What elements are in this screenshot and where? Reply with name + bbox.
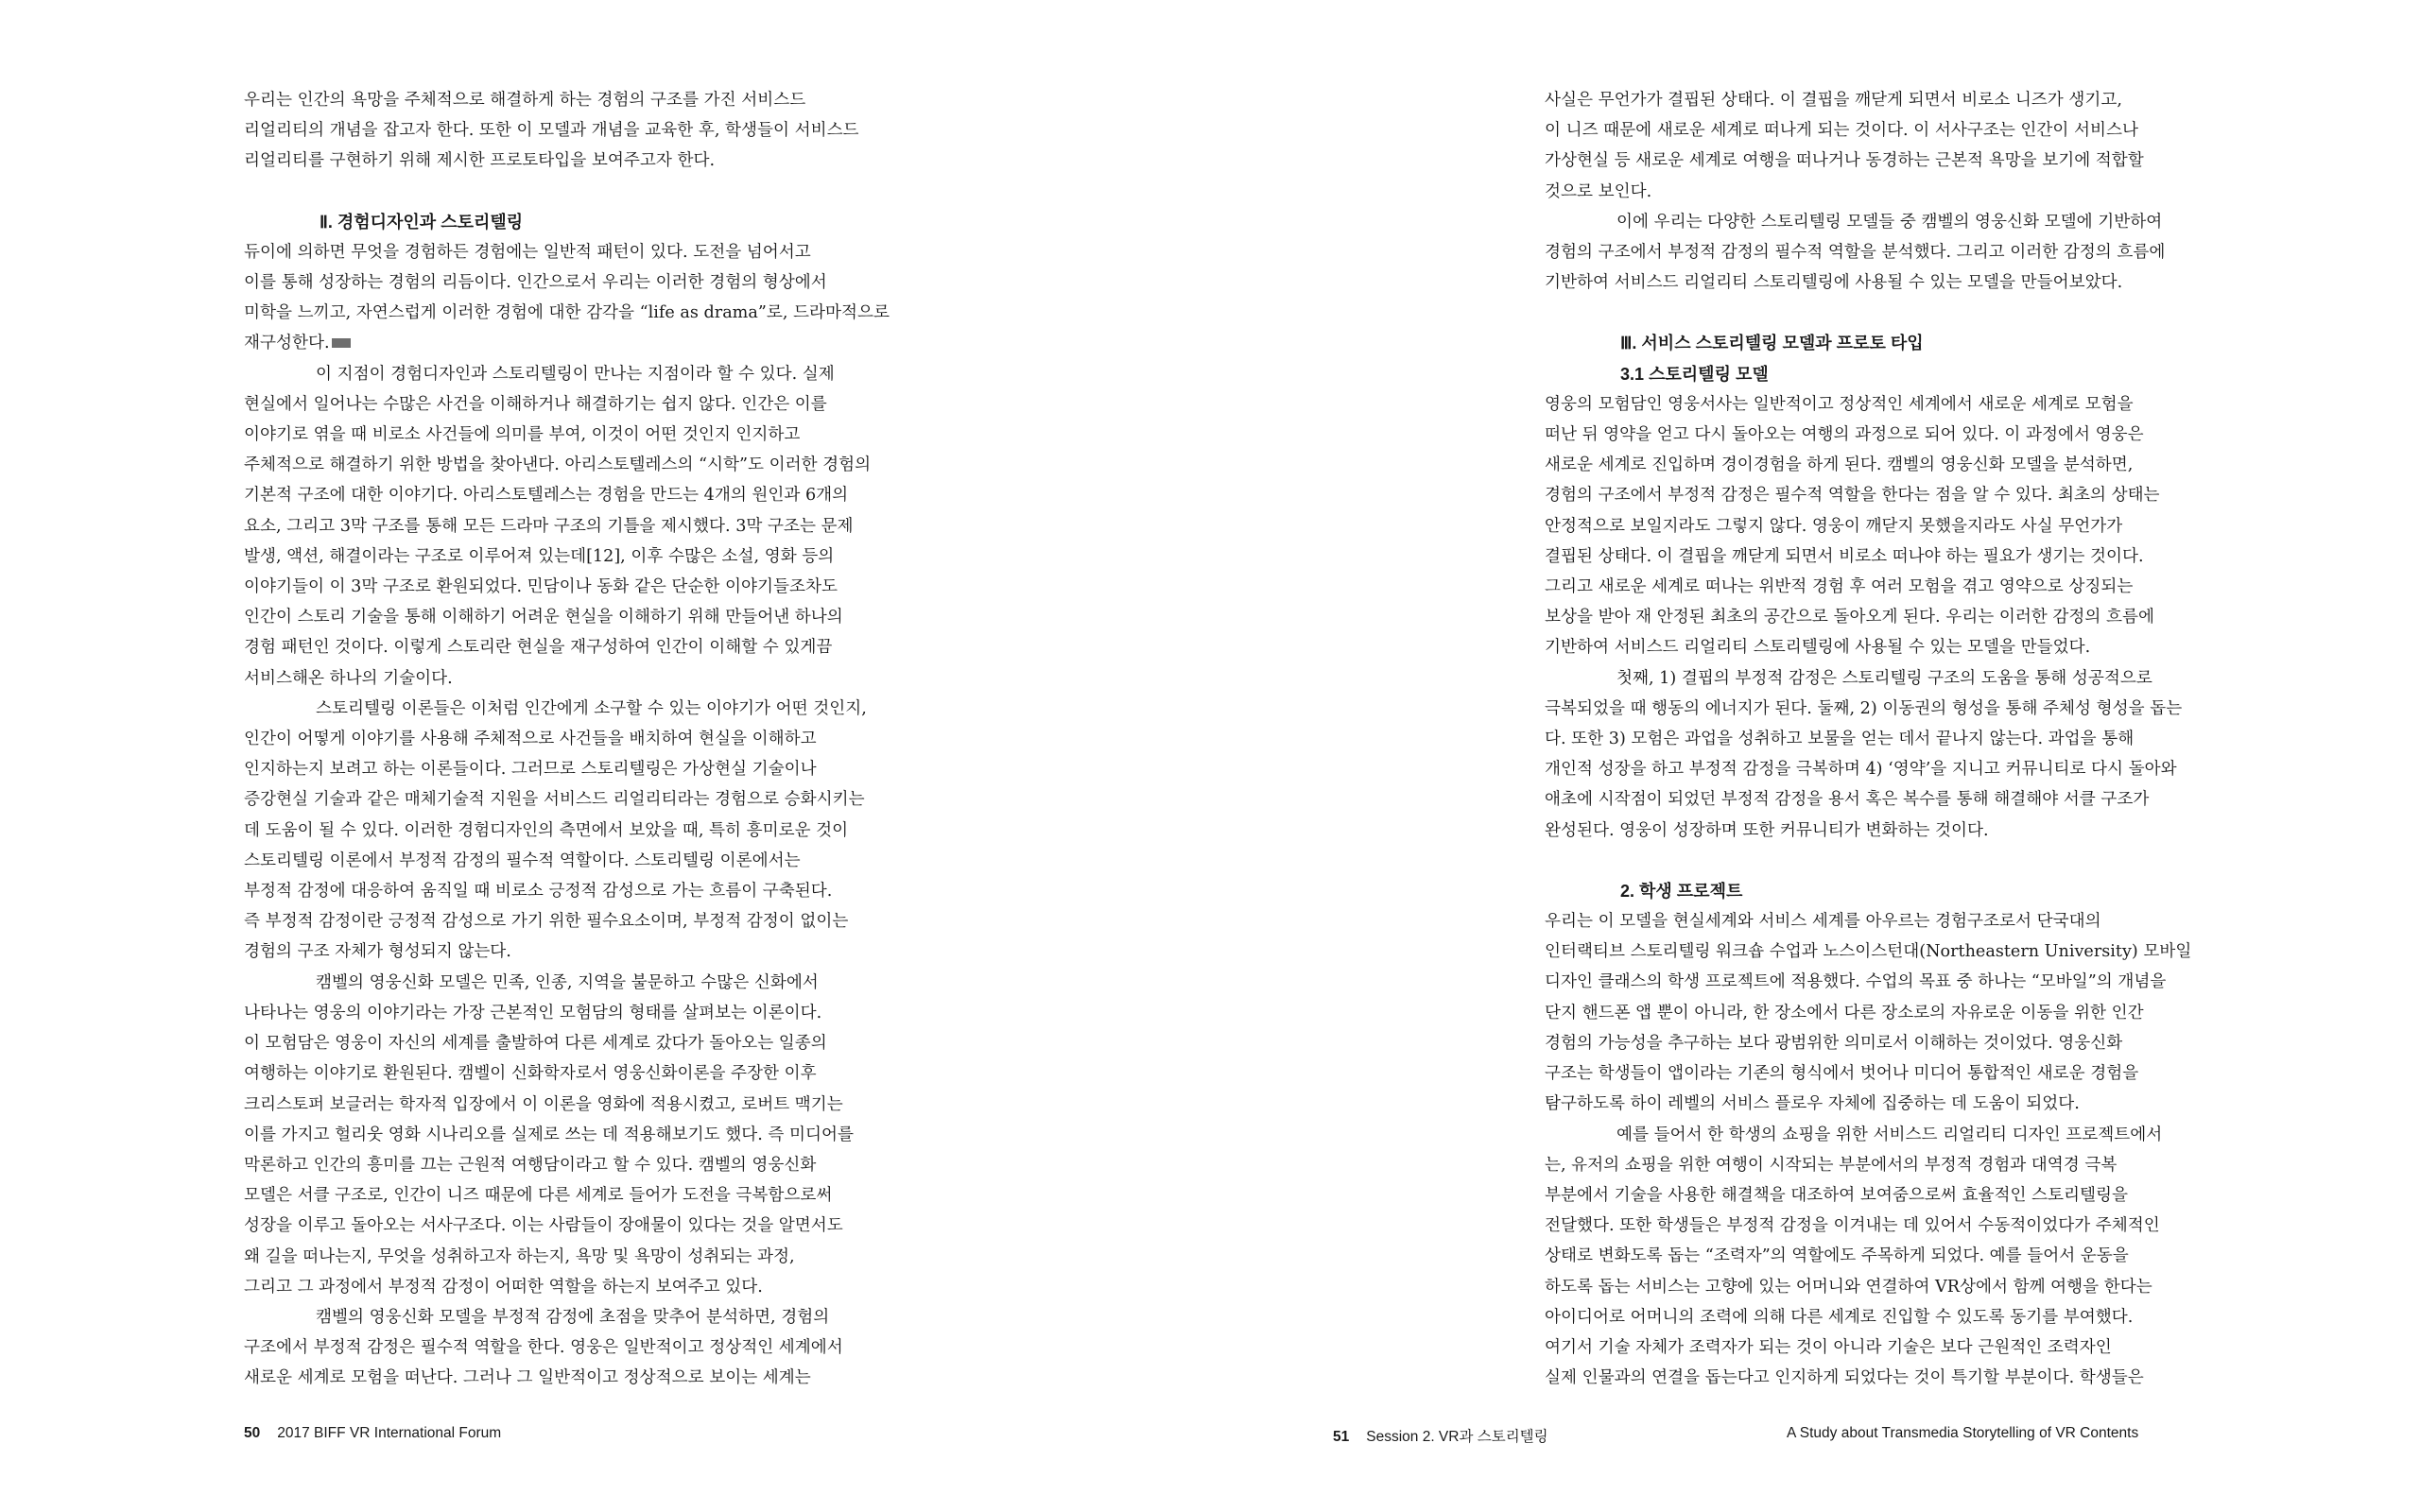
paragraph: 듀이에 의하면 무엇을 경험하든 경험에는 일반적 패턴이 있다. 도전을 넘어서고 이를 통해 성장하는 경험의 리듬이다. 인간으로서 우리는 이러한 경험의 형상에서 미학을 느끼고, 자연스럽게 이러한 경험에 대한 감각을 “life as drama”로, 드라마적으로 재구성한다. xyxy=(244,242,890,353)
left-page-footer xyxy=(244,1425,501,1442)
paragraph: 이 지점이 경험디자인과 스토리텔링이 만나는 지점이라 할 수 있다. 실제 현실에서 일어나는 수많은 사건을 이해하거나 해결하기는 쉽지 않다. 인간은 이를 이야기로 엮을 때 비로소 사건들에 의미를 부여, 이것이 어떤 것인지 인지하고 주체적으로 해결하기 위한 방법을 찾아낸다. 아리스토텔레스의 “시학”도 이러한 경험의 기본적 구조에 대한 이야기다. 아리스토텔레스는 경험을 만드는 4개의 원인과 6개의 요소, 그리고 3막 구조를 통해 모든 드라마 구조의 기틀을 제시했다. 3막 구조는 문제 발생, 액션, 해결이라는 구조로 이루어져 있는데[12], 이후 수많은 소설, 영화 등의 이야기들이 이 3막 구조로 환원되었다. 민담이나 동화 같은 단순한 이야기들조차도 인간이 스토리 기술을 통해 이해하기 어려운 현실을 이해하기 위해 만들어낸 하나의 경험 패턴인 것이다. 이렇게 스토리란 현실을 재구성하여 인간이 이해할 수 있게끔 서비스해온 하나의 기술이다. xyxy=(244,364,872,688)
paragraph: 우리는 인간의 욕망을 주체적으로 해결하게 하는 경험의 구조를 가진 서비스드 리얼리티의 개념을 잡고자 한다. 또한 이 모델과 개념을 교육한 후, 학생들이 서비스드 리얼리티를 구현하기 위해 제시한 프로토타입을 보여주고자 한다. xyxy=(244,91,859,171)
paragraph: 사실은 무언가가 결핍된 상태다. 이 결핍을 깨닫게 되면서 비로소 니즈가 생기고, 이 니즈 때문에 새로운 세계로 떠나게 되는 것이다. 이 서사구조는 인간이 서비스나 가상현실 등 새로운 세계로 여행을 떠나거나 동경하는 근본적 욕망을 보기에 적합할 것으로 보인다. xyxy=(1545,91,2144,201)
left-page-body xyxy=(244,85,906,1394)
section-heading: Ⅲ. 서비스 스토리텔링 모델과 프로토 타입 xyxy=(1620,334,1924,353)
section-heading: Ⅱ. 경험디자인과 스토리텔링 xyxy=(320,212,524,232)
footer-title: 2017 BIFF VR International Forum xyxy=(277,1425,502,1441)
paragraph: 캠벨의 영웅신화 모델은 민족, 인종, 지역을 불문하고 수많은 신화에서 나타나는 영웅의 이야기라는 가장 근본적인 모험담의 형태를 살펴보는 이론이다. 이 모험담은 영웅이 자신의 세계를 출발하여 다른 세계로 갔다가 돌아오는 일종의 여행하는 이야기로 환원된다. 캠벨이 신화학자로서 영웅신화이론을 주장한 이후 크리스토퍼 보글러는 학자적 입장에서 이 이론을 영화에 적용시켰고, 로버트 맥기는 이를 가지고 헐리웃 영화 시나리오를 실제로 쓰는 데 적용해보기도 했다. 즉 미디어를 막론하고 인간의 흥미를 끄는 근원적 여행담이라고 할 수 있다. 캠벨의 영웅신화 모델은 서클 구조로, 인간이 니즈 때문에 다른 세계로 들어가 도전을 극복함으로써 성장을 이루고 돌아오는 서사구조다. 이는 사람들이 장애물이 있다는 것을 알면서도 왜 길을 떠나는지, 무엇을 성취하고자 하는지, 욕망 및 욕망이 성취되는 과정, 그리고 그 과정에서 부정적 감정이 어떠한 역할을 하는지 보여주고 있다. xyxy=(244,972,854,1297)
paragraph: 이에 우리는 다양한 스토리텔링 모델들 중 캠벨의 영웅신화 모델에 기반하여 경험의 구조에서 부정적 감정의 필수적 역할을 분석했다. 그리고 이러한 감정의 흐름에 기반하여 서비스드 리얼리티 스토리텔링에 사용될 수 있는 모델을 만들어보았다. xyxy=(1545,212,2166,293)
paragraph: 캠벨의 영웅신화 모델을 부정적 감정에 초점을 맞추어 분석하면, 경험의 구조에서 부정적 감정은 필수적 역할을 한다. 영웅은 일반적이고 정상적인 세계에서 새로운 세계로 모험을 떠난다. 그러나 그 일반적이고 정상적으로 보이는 세계는 xyxy=(244,1307,843,1388)
page-number: 51 xyxy=(1333,1429,1350,1445)
footer-paper-title: A Study about Transmedia Storytelling of VR Contents xyxy=(1787,1425,2139,1441)
paragraph: 예를 들어서 한 학생의 쇼핑을 위한 서비스드 리얼리티 디자인 프로젝트에서 는, 유저의 쇼핑을 위한 여행이 시작되는 부분에서의 부정적 경험과 대역경 극복 부분에서 기술을 사용한 해결책을 대조하여 보여줌으로써 효율적인 스토리텔링을 전달했다. 또한 학생들은 부정적 감정을 이겨내는 데 있어서 수동적이었다가 주체적인 상태로 변화도록 돕는 “조력자”의 역할에도 주목하게 되었다. 예를 들어서 운동을 하도록 돕는 서비스는 고향에 있는 어머니와 연결하여 VR상에서 함께 여행을 한다는 아이디어로 어머니의 조력에 의해 다른 세계로 진입할 수 있도록 동기를 부여했다. 여기서 기술 자체가 조력자가 되는 것이 아니라 기술은 보다 근원적인 조력자인 실제 인물과의 연결을 돕는다고 인지하게 되었다는 것이 특기할 부분이다. 학생들은 xyxy=(1545,1125,2163,1388)
paragraph: 첫째, 1) 결핍의 부정적 감정은 스토리텔링 구조의 도움을 통해 성공적으로 극복되었을 때 행동의 에너지가 된다. 둘째, 2) 이동권의 형성을 통해 주체성 형성을 돕는 다. 또한 3) 모험은 과업을 성취하고 보물을 얻는 데서 끝나지 않는다. 과업을 통해 개인적 성장을 하고 부정적 감정을 극복하며 4) ‘영약’을 지니고 커뮤니티로 다시 돌아와 애초에 시작점이 되었던 부정적 감정을 용서 혹은 복수를 통해 해결해야 서클 구조가 완성된다. 영웅이 성장하며 또한 커뮤니티가 변화하는 것이다. xyxy=(1545,668,2183,840)
right-page-body xyxy=(1545,85,2206,1393)
footer-session: Session 2. VR과 스토리텔링 xyxy=(1366,1429,1548,1445)
paragraph: 우리는 이 모델을 현실세계와 서비스 세계를 아우르는 경험구조로서 단국대의 인터랙티브 스토리텔링 워크숍 수업과 노스이스턴대(Northeastern University) 모바일 디자인 클래스의 학생 프로젝트에 적용했다. 수업의 목표 중 하나는 “모바일”의 개념을 단지 핸드폰 앱 뿐이 아니라, 한 장소에서 다른 장소로의 자유로운 이동을 위한 인간 경험의 가능성을 추구하는 보다 광범위한 의미로서 이해하는 것이었다. 영웅신화 구조는 학생들이 앱이라는 기존의 형식에서 벗어나 미디어 통합적인 새로운 경험을 탐구하도록 하이 레벨의 서비스 플로우 자체에 집중하는 데 도움이 되었다. xyxy=(1545,912,2192,1114)
page-number: 50 xyxy=(244,1425,261,1441)
subsection-heading: 3.1 스토리텔링 모델 xyxy=(1620,364,1769,384)
paragraph: 스토리텔링 이론들은 이처럼 인간에게 소구할 수 있는 이야기가 어떤 것인지, 인간이 어떻게 이야기를 사용해 주체적으로 사건들을 배치하여 현실을 이해하고 인지하는지 보려고 하는 이론들이다. 그러므로 스토리텔링은 가상현실 기술이나 증강현실 기술과 같은 매체기술적 지원을 서비스드 리얼리티라는 경험으로 승화시키는 데 도움이 될 수 있다. 이러한 경험디자인의 측면에서 보았을 때, 특히 흥미로운 것이 스토리텔링 이론에서 부정적 감정의 필수적 역할이다. 스토리텔링 이론에서는 부정적 감정에 대응하여 움직일 때 비로소 긍정적 감성으로 가는 흐름이 구축된다. 즉 부정적 감정이란 긍정적 감성으로 가기 위한 필수요소이며, 부정적 감정이 없이는 경험의 구조 자체가 형성되지 않는다. xyxy=(244,698,867,962)
subsection-heading: 2. 학생 프로젝트 xyxy=(1620,881,1743,901)
paragraph: 영웅의 모험담인 영웅서사는 일반적이고 정상적인 세계에서 새로운 세계로 모험을 떠난 뒤 영약을 얻고 다시 돌아오는 여행의 과정으로 되어 있다. 이 과정에서 영웅은 새로운 세계로 진입하며 경이경험을 하게 된다. 캠벨의 영웅신화 모델을 분석하면, 경험의 구조에서 부정적 감정은 필수적 역할을 한다는 점을 알 수 있다. 최초의 상태는 안정적으로 보일지라도 그렇지 않다. 영웅이 깨닫지 못했을지라도 사실 무언가가 결핍된 상태다. 이 결핍을 깨닫게 되면서 비로소 떠나야 하는 필요가 생기는 것이다. 그리고 새로운 세계로 떠나는 위반적 경험 후 여러 모험을 겪고 영약으로 상징되는 보상을 받아 재 안정된 최초의 공간으로 돌아오게 된다. 우리는 이러한 감정의 흐름에 기반하여 서비스드 리얼리티 스토리텔링에 사용될 수 있는 모델을 만들었다. xyxy=(1545,394,2160,658)
right-page-footer xyxy=(1333,1425,1548,1446)
redaction-mark xyxy=(332,338,351,348)
